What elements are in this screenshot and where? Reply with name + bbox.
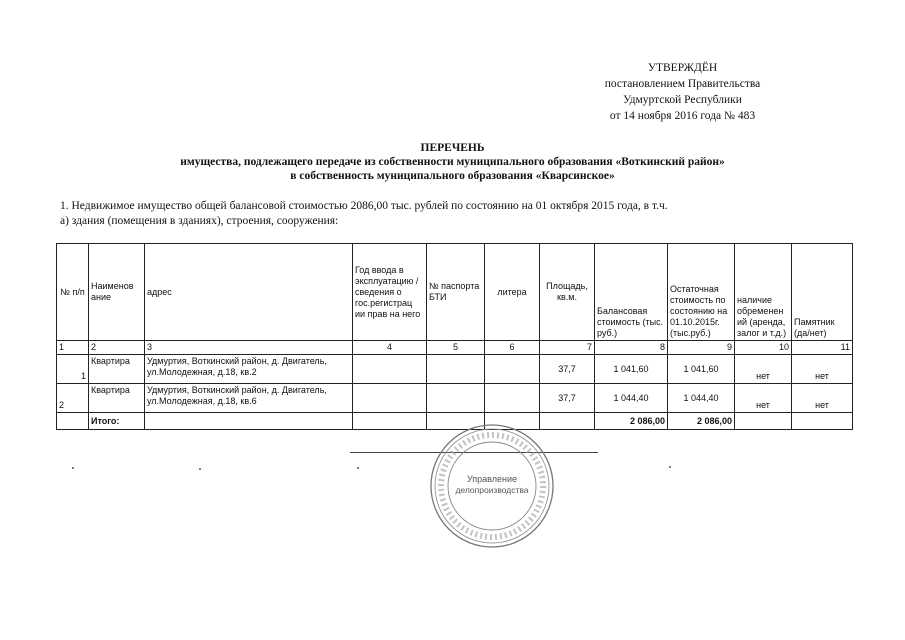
colnum-9: 9 — [668, 341, 735, 355]
total-empty-cell — [735, 413, 792, 430]
colnum-3: 3 — [145, 341, 353, 355]
scan-speck — [357, 467, 359, 469]
row-area: 37,7 — [540, 384, 595, 413]
row-passport — [427, 355, 485, 384]
header-year: Год ввода в эксплуатацию /сведения о гос.регистрац ии прав на него — [353, 244, 427, 341]
document-subtitle-2: в собственность муниципального образования «Кварсинское» — [290, 170, 615, 182]
row-litera — [485, 355, 540, 384]
paragraph-2: а) здания (помещения в зданиях), строения, сооружения: — [60, 215, 339, 227]
total-empty-cell — [353, 413, 427, 430]
row-area: 37,7 — [540, 355, 595, 384]
row-residual: 1 041,60 — [668, 355, 735, 384]
header-balance: Балансовая стоимость (тыс. руб.) — [595, 244, 668, 341]
row-year — [353, 384, 427, 413]
header-name: Наименов ание — [89, 244, 145, 341]
row-monument: нет — [792, 355, 853, 384]
header-address: адрес — [145, 244, 353, 341]
stamp-seal-icon — [428, 422, 556, 550]
colnum-10: 10 — [735, 341, 792, 355]
total-residual: 2 086,00 — [668, 413, 735, 430]
colnum-5: 5 — [427, 341, 485, 355]
table-header-row — [57, 244, 853, 341]
row-name: Квартира — [89, 384, 145, 413]
row-monument: нет — [792, 384, 853, 413]
header-residual: Остаточная стоимость по состоянию на 01.10.2015г. (тыс.руб.) — [668, 244, 735, 341]
stamp-line-1: Управление — [466, 474, 518, 484]
colnum-11: 11 — [792, 341, 853, 355]
total-empty-cell — [792, 413, 853, 430]
approval-block — [560, 60, 805, 124]
colnum-2: 2 — [89, 341, 145, 355]
colnum-6: 6 — [485, 341, 540, 355]
colnum-8: 8 — [595, 341, 668, 355]
document-heading: ПЕРЕЧЕНЬ — [420, 142, 485, 154]
approval-decree: постановлением Правительства — [604, 78, 761, 90]
table-row — [57, 384, 853, 413]
row-number: 1 — [57, 355, 89, 384]
row-residual: 1 044,40 — [668, 384, 735, 413]
official-stamp — [428, 422, 556, 550]
stamp-line-2: делопроизводства — [455, 485, 529, 495]
header-number: № п/п — [57, 244, 89, 341]
row-encumbrance: нет — [735, 384, 792, 413]
row-passport — [427, 384, 485, 413]
paragraph-1: 1. Недвижимое имущество общей балансовой стоимостью 2086,00 тыс. рублей по состоянию на 01 октября 2015 года, в т.ч. — [60, 200, 668, 212]
scan-speck — [72, 467, 74, 469]
colnum-1: 1 — [57, 341, 89, 355]
header-litera: литера — [485, 244, 540, 341]
header-area: Площадь, кв.м. — [540, 244, 595, 341]
row-address: Удмуртия, Воткинский район, д. Двигатель, ул.Молодежная, д.18, кв.6 — [145, 384, 353, 413]
colnum-4: 4 — [353, 341, 427, 355]
row-name: Квартира — [89, 355, 145, 384]
approval-title: УТВЕРЖДЁН — [647, 62, 718, 74]
approval-region: Удмуртской Республики — [623, 94, 742, 106]
scan-speck — [199, 468, 201, 470]
approval-date: от 14 ноября 2016 года № 483 — [609, 110, 756, 122]
row-litera — [485, 384, 540, 413]
row-year — [353, 355, 427, 384]
table-row — [57, 355, 853, 384]
total-balance: 2 086,00 — [595, 413, 668, 430]
row-encumbrance: нет — [735, 355, 792, 384]
document-subtitle-1: имущества, подлежащего передаче из собственности муниципального образования «Воткинский район» — [180, 156, 725, 168]
row-balance: 1 044,40 — [595, 384, 668, 413]
total-empty-cell — [57, 413, 89, 430]
column-number-row — [57, 341, 853, 355]
colnum-7: 7 — [540, 341, 595, 355]
total-label: Итого: — [89, 413, 145, 430]
row-balance: 1 041,60 — [595, 355, 668, 384]
total-empty-cell — [145, 413, 353, 430]
scan-speck — [669, 466, 671, 468]
header-passport: № паспорта БТИ — [427, 244, 485, 341]
header-monument: Памятник (да/нет) — [792, 244, 853, 341]
header-encumbrance: наличие обременен ий (аренда, залог и т.д.) — [735, 244, 792, 341]
row-number: 2 — [57, 384, 89, 413]
row-address: Удмуртия, Воткинский район, д. Двигатель, ул.Молодежная, д.18, кв.2 — [145, 355, 353, 384]
property-table — [56, 243, 853, 430]
